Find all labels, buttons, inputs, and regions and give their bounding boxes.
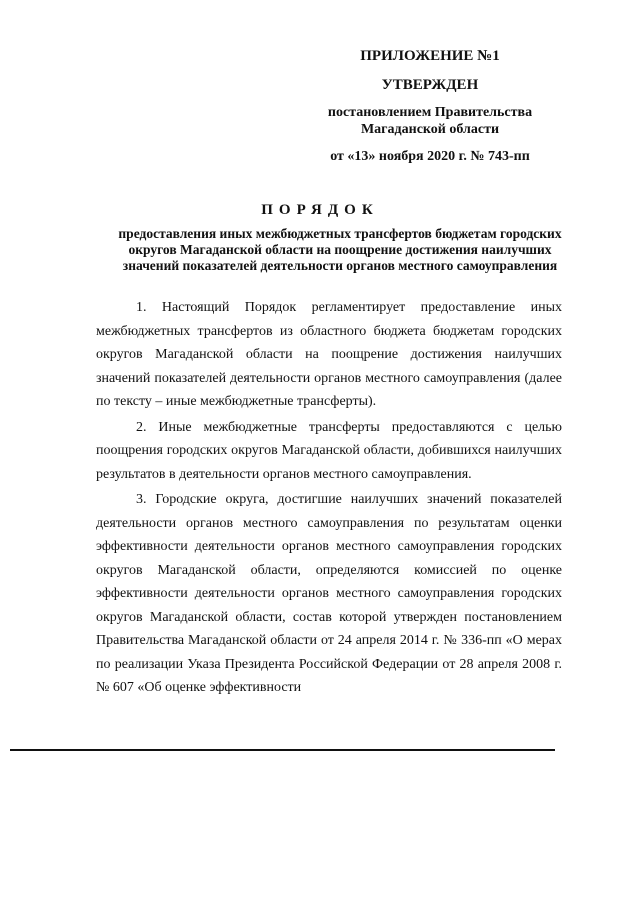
appendix-label: ПРИЛОЖЕНИЕ №1 [360, 48, 500, 64]
document-title: ПОРЯДОК [261, 202, 379, 218]
paragraph-2: 2. Иные межбюджетные трансферты предоставляются с целью поощрения городских округов Магаданской области, добившихся наилучших результатов в деятельности органов местного самоуправления. [96, 419, 562, 482]
paragraph-3: 3. Городские округа, достигшие наилучших значений показателей деятельности органов местного самоуправления по результатам оценки эффективности деятельности органов местного самоуправления городских округов Магаданской области, определяются комиссией по оценке эффективности деятельности органов местного самоуправления городских округов Магаданской области, состав которой утвержден постановлением Правительства Магаданской области от 24 апреля 2014 г. № 336-пп «О мерах по реализации Указа Президента Российской Федерации от 28 апреля 2008 г. № 607 «Об оценке эффективности [96, 492, 562, 695]
decree-date: от «13» ноября 2020 г. № 743-пп [330, 149, 530, 164]
paragraph-1: 1. Настоящий Порядок регламентирует предоставление иных межбюджетных трансфертов из областного бюджета бюджетам городских округов Магаданской области на поощрение достижения наилучших значений показателей деятельности органов местного самоуправления (далее по тексту – иные межбюджетные трансферты). [96, 300, 562, 409]
decree-reference [300, 104, 560, 138]
approval-header [300, 48, 560, 165]
page-divider [10, 749, 555, 751]
approved-label: УТВЕРЖДЕН [381, 77, 479, 93]
document-subtitle: предоставления иных межбюджетных трансфертов бюджетам городских округов Магаданской области на поощрение достижения наилучших значений показателей деятельности органов местного самоуправления [118, 226, 562, 273]
decree-line-2: Магаданской области [360, 122, 500, 137]
decree-line-1: постановлением Правительства [327, 105, 533, 120]
document-body [96, 296, 562, 702]
